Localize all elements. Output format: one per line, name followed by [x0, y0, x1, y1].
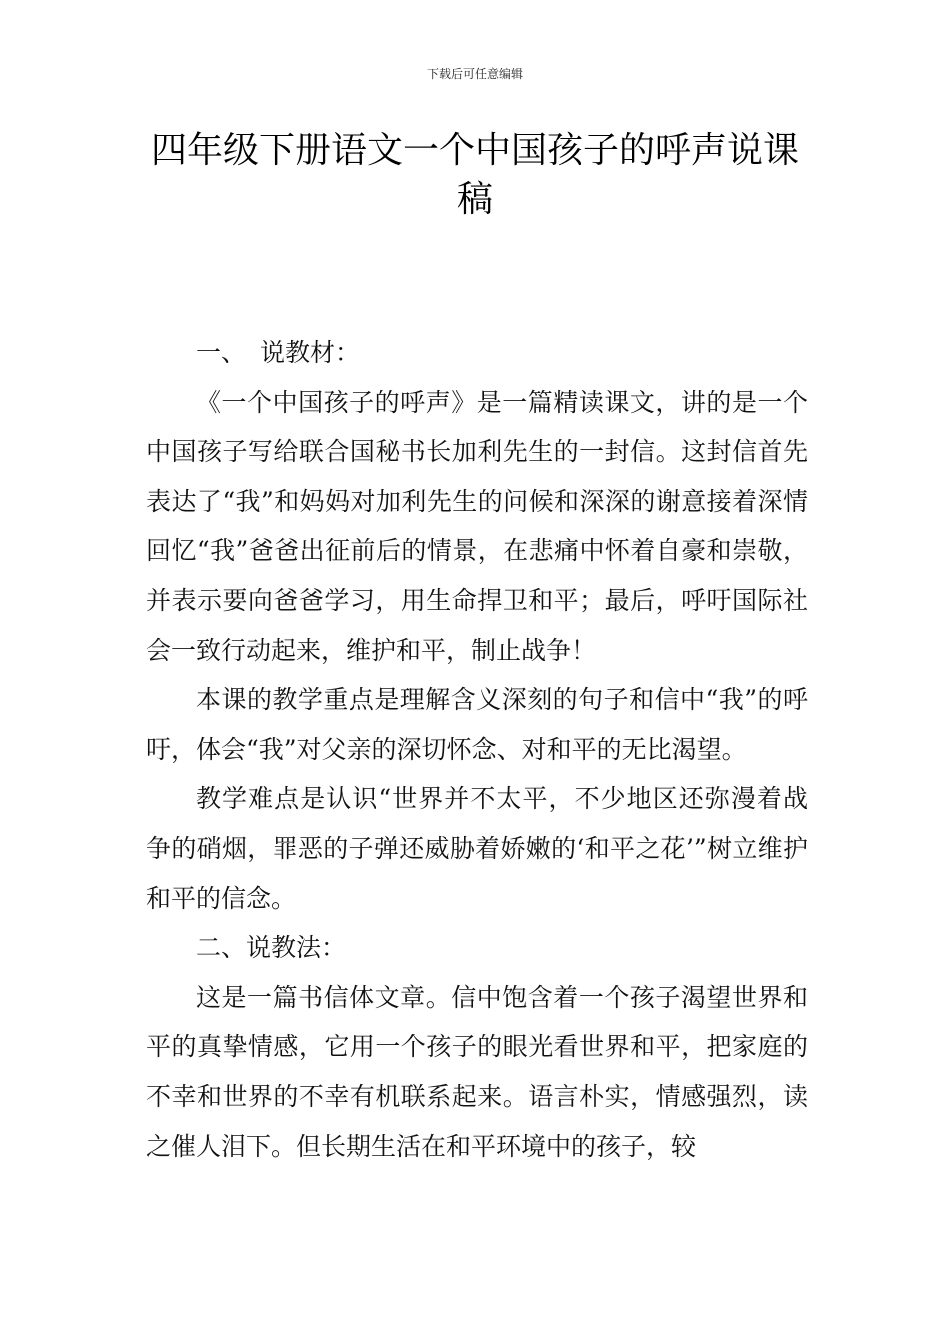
paragraph: 教学难点是认识“世界并不太平，不少地区还弥漫着战争的硝烟，罪恶的子弹还威胁着娇嫩的‘和平之花’”树立维护和平的信念。: [146, 784, 808, 913]
paragraph: 《一个中国孩子的呼声》是一篇精读课文，讲的是一个中国孩子写给联合国秘书长加利先生的一封信。这封信首先表达了“我”和妈妈对加利先生的问候和深深的谢意接着深情回忆“我”爸爸出征前后的情景，在悲痛中怀着自豪和崇敬，并表示要向爸爸学习，用生命捍卫和平；最后，呼吁国际社会一致行动起来，维护和平，制止战争！: [146, 387, 808, 665]
document-title: 四年级下册语文一个中国孩子的呼声说课稿: [150, 130, 799, 220]
paragraph: 这是一篇书信体文章。信中饱含着一个孩子渴望世界和平的真挚情感，它用一个孩子的眼光看世界和平，把家庭的不幸和世界的不幸有机联系起来。语言朴实，情感强烈，读之催人泪下。但长期生活在和平环境中的孩子，较: [146, 982, 808, 1161]
section-heading-1: [146, 328, 808, 378]
paragraph: 本课的教学重点是理解含义深刻的句子和信中“我”的呼吁，体会“我”对父亲的深切怀念、对和平的无比渴望。: [146, 685, 808, 764]
section-number-1: 一、: [196, 338, 247, 367]
section-heading-2: [146, 923, 808, 973]
section-heading-2-text: 二、说教法：: [196, 933, 347, 963]
document-body: [146, 328, 808, 1171]
header-note: 下载后可任意编辑: [426, 67, 523, 81]
section-heading-1-text: 说教材：: [260, 338, 361, 367]
